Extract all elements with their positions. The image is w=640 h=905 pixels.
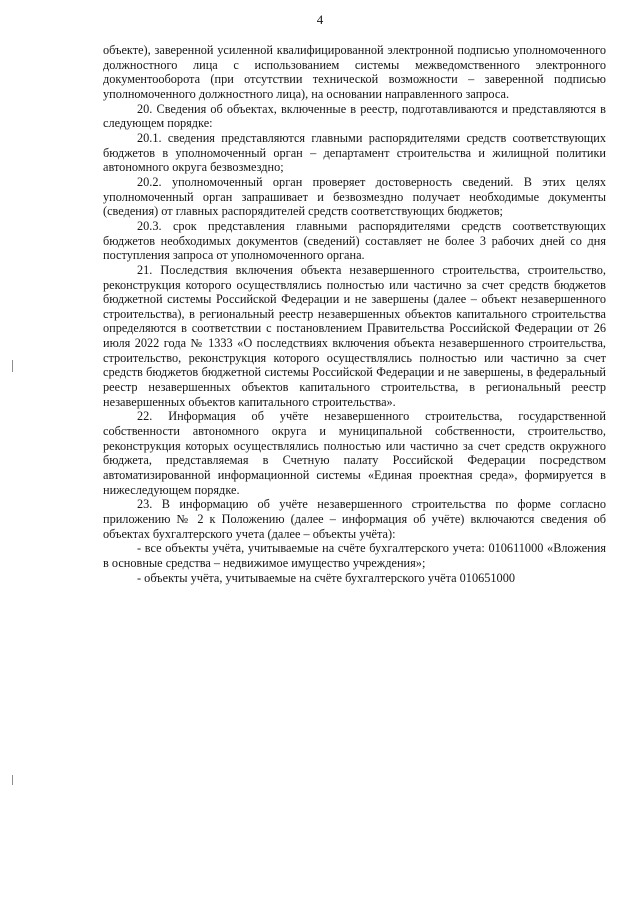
scan-edge-mark [12,775,13,785]
list-item-account-010651000: - объекты учёта, учитываемые на счёте бухгалтерского учёта 010651000 [137,570,515,585]
paragraph-item-21: 21. Последствия включения объекта незавершенного строительства, строительство, реконструкция которого осуществлялись полностью или частично за счет средств бюджетов бюджетной системы Российской Федерации и не завершены (далее – объект незавершенного строительства), в региональный реестр незавершенных объектов капитального строительства определяются в соответствии с постановлением Правительства Российской Федерации от 26 июля 2022 года № 1333 «О последствиях включения объекта незавершенного строительства, строительство, реконструкция которого осуществлялись полностью или частично за счет средств бюджетов бюджетной системы Российской Федерации и не завершены, в федеральный реестр незавершенных объектов капитального строительства, в региональный реестр незавершенных объектов капитального строительства». [103,262,606,409]
document-body [103,43,606,585]
paragraph-item-23: 23. В информацию об учёте незавершенного строительства по форме согласно приложению № 2 к Положению (далее – информация об учёте) включаются сведения об объектах бухгалтерского учета (далее – объекты учёта): [103,497,606,541]
scan-edge-mark [12,360,13,372]
paragraph-item-20-2: 20.2. уполномоченный орган проверяет достоверность сведений. В этих целях уполномоченный орган запрашивает и безвозмездно получает необходимые документы (сведения) от главных распорядителей средств соответствующих бюджетов; [103,174,606,219]
paragraph-item-20: 20. Сведения об объектах, включенные в реестр, подготавливаются и представляются в следующем порядке: [103,101,606,131]
list-item-account-010611000: - все объекты учёта, учитываемые на счёте бухгалтерского учета: 010611000 «Вложения в основные средства – недвижимое имущество учреждения»; [103,541,606,570]
paragraph-item-22: 22. Информация об учёте незавершенного строительства, государственной собственности автономного округа и муниципальной собственности, строительство, реконструкция которых осуществлялись полностью или частично за счет средств окружного бюджета, представляемая в Счетную палату Российской Федерации посредством автоматизированной информационной системы «Единая проектная среда», формируется в нижеследующем порядке. [103,409,606,497]
paragraph-item-20-1: 20.1. сведения представляются главными распорядителями средств соответствующих бюджетов в уполномоченный орган – департамент строительства и жилищной политики автономного округа безвозмездно; [103,130,606,175]
paragraph-item-20-3: 20.3. срок представления главными распорядителями средств соответствующих бюджетов необходимых документов (сведений) составляет не более 3 рабочих дней со дня поступления запроса от уполномоченного органа. [103,218,606,263]
paragraph-object-continuation: объекте), заверенной усиленной квалифицированной электронной подписью уполномоченного должностного лица с использованием системы межведомственного электронного документооборота (при отсутствии технической возможности – заверенной подписью уполномоченного должностного лица), на основании направленного запроса. [103,43,606,101]
page-number: 4 [316,12,324,27]
